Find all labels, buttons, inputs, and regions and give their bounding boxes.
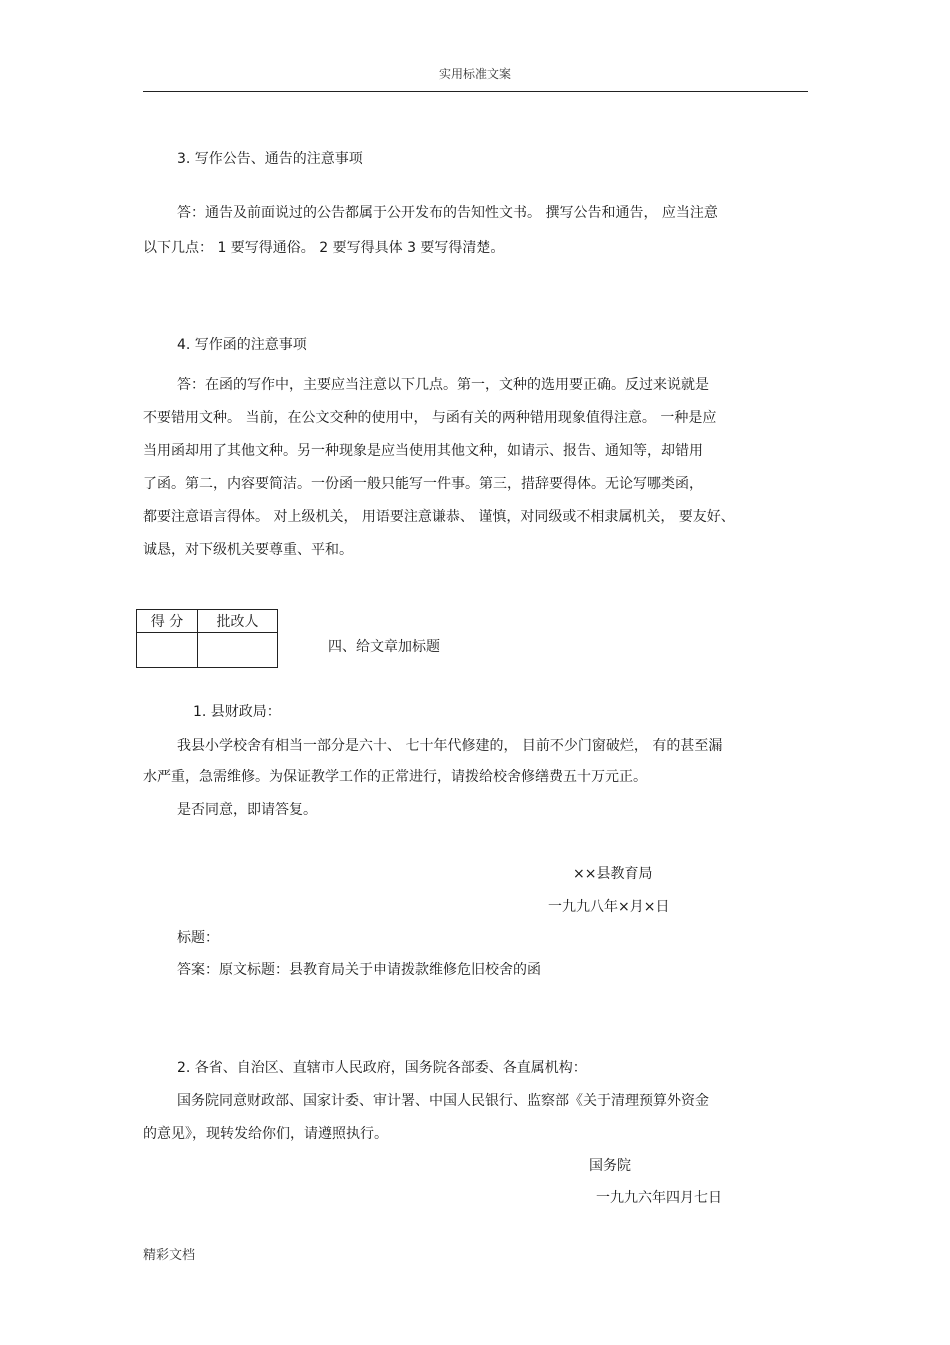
q2-date: 一九九六年四月七日 xyxy=(596,1190,722,1206)
section3-line: 以下几点： 1 要写得通俗。 2 要写得具体 3 要写得清楚。 xyxy=(143,240,505,256)
section4-line: 不要错用文种。 当前，在公文交种的使用中， 与函有关的两种错用现象值得注意。 一种是应 xyxy=(143,410,717,426)
section4-line: 诚恳，对下级机关要尊重、平和。 xyxy=(143,542,353,558)
section4-line: 了函。第二，内容要简洁。一份函一般只能写一件事。第三，措辞要得体。无论写哪类函， xyxy=(143,476,703,492)
q2-addressee: 2. 各省、自治区、直辖市人民政府，国务院各部委、各直属机构： xyxy=(177,1060,587,1076)
q1-body-line: 我县小学校舍有相当一部分是六十、 七十年代修建的， 目前不少门窗破烂， 有的甚至漏 xyxy=(177,738,723,754)
q2-body-line: 的意见》，现转发给你们，请遵照执行。 xyxy=(143,1126,388,1142)
grader-header: 批改人 xyxy=(198,610,278,633)
section4-line: 都要注意语言得体。 对上级机关， 用语要注意谦恭、 谨慎，对同级或不相隶属机关， 要友好、 xyxy=(143,509,735,525)
q1-title-label: 标题： xyxy=(177,930,219,946)
q1-answer: 答案：原文标题：县教育局关于申请拨款维修危旧校舍的函 xyxy=(177,962,541,978)
q2-body-line: 国务院同意财政部、国家计委、审计署、中国人民银行、监察部《关于清理预算外资金 xyxy=(177,1093,709,1109)
section4-line: 答：在函的写作中，主要应当注意以下几点。第一，文种的选用要正确。反过来说就是 xyxy=(177,377,709,393)
section3-line: 答：通告及前面说过的公告都属于公开发布的告知性文书。 撰写公告和通告， 应当注意 xyxy=(177,205,718,221)
section4-line: 当用函却用了其他文种。另一种现象是应当使用其他文种，如请示、报告、通知等，却错用 xyxy=(143,443,703,459)
part4-title: 四、给文章加标题 xyxy=(328,639,440,655)
score-table xyxy=(136,609,278,668)
score-header: 得 分 xyxy=(137,610,198,633)
q2-signer: 国务院 xyxy=(589,1158,631,1174)
section3-heading: 3. 写作公告、通告的注意事项 xyxy=(177,151,363,167)
grader-cell xyxy=(198,633,278,668)
header-rule xyxy=(143,91,808,92)
section4-heading: 4. 写作函的注意事项 xyxy=(177,337,307,353)
q1-signer: ××县教育局 xyxy=(573,866,653,882)
q1-addressee: 1. 县财政局： xyxy=(193,704,281,720)
score-cell xyxy=(137,633,198,668)
q1-body-line: 水严重，急需维修。为保证教学工作的正常进行，请拨给校舍修缮费五十万元正。 xyxy=(143,769,647,785)
page-footer: 精彩文档 xyxy=(143,1248,196,1263)
page-header: 实用标准文案 xyxy=(438,67,511,81)
q1-body-line: 是否同意，即请答复。 xyxy=(177,802,317,818)
q1-date: 一九九八年×月×日 xyxy=(548,899,670,915)
